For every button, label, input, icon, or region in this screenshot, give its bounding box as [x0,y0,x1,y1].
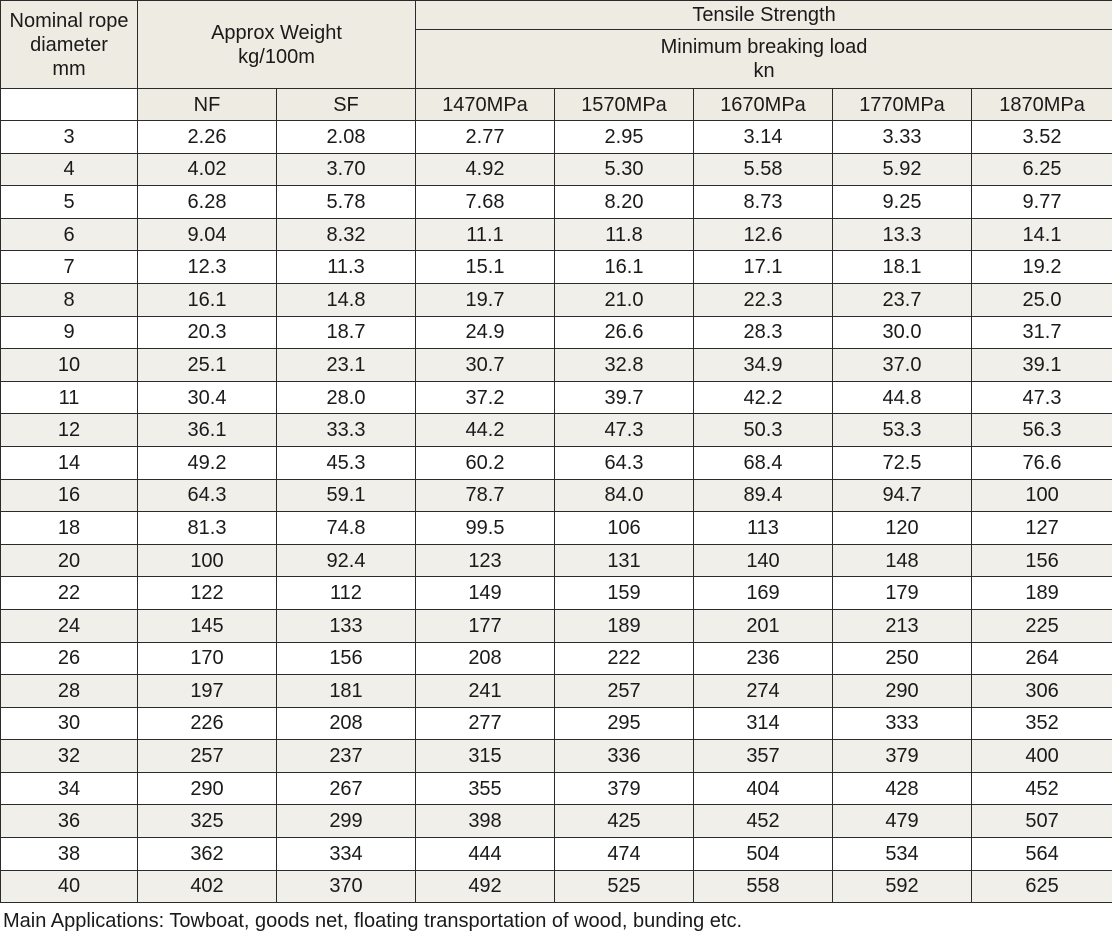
value-cell: 6.25 [972,153,1112,186]
value-cell: 123 [416,544,555,577]
value-cell: 11.8 [555,218,694,251]
value-cell: 15.1 [416,251,555,284]
value-cell: 5.78 [277,186,416,219]
value-cell: 3.52 [972,121,1112,154]
value-cell: 452 [694,805,833,838]
value-cell: 45.3 [277,446,416,479]
value-cell: 5.30 [555,153,694,186]
value-cell: 8.73 [694,186,833,219]
value-cell: 379 [833,740,972,773]
table-row [1,283,1112,316]
value-cell: 564 [972,838,1112,871]
value-cell: 68.4 [694,446,833,479]
value-cell: 76.6 [972,446,1112,479]
value-cell: 47.3 [555,414,694,447]
diameter-cell: 34 [1,772,138,805]
value-cell: 558 [694,870,833,903]
value-cell: 8.20 [555,186,694,219]
value-cell: 6.28 [138,186,277,219]
value-cell: 402 [138,870,277,903]
table-row [1,218,1112,251]
value-cell: 23.7 [833,283,972,316]
value-cell: 277 [416,707,555,740]
value-cell: 92.4 [277,544,416,577]
value-cell: 22.3 [694,283,833,316]
value-cell: 5.58 [694,153,833,186]
value-cell: 39.7 [555,381,694,414]
value-cell: 237 [277,740,416,773]
value-cell: 169 [694,577,833,610]
value-cell: 314 [694,707,833,740]
value-cell: 334 [277,838,416,871]
value-cell: 20.3 [138,316,277,349]
value-cell: 225 [972,609,1112,642]
value-cell: 37.2 [416,381,555,414]
diameter-cell: 7 [1,251,138,284]
value-cell: 26.6 [555,316,694,349]
diameter-cell: 5 [1,186,138,219]
value-cell: 120 [833,512,972,545]
value-cell: 315 [416,740,555,773]
value-cell: 34.9 [694,349,833,382]
value-cell: 3.33 [833,121,972,154]
diameter-cell: 28 [1,675,138,708]
value-cell: 9.77 [972,186,1112,219]
header-diameter: Nominal rope diameter mm [1,1,138,89]
table-row [1,414,1112,447]
diameter-cell: 16 [1,479,138,512]
value-cell: 106 [555,512,694,545]
value-cell: 425 [555,805,694,838]
diameter-cell: 3 [1,121,138,154]
value-cell: 3.14 [694,121,833,154]
diameter-cell: 18 [1,512,138,545]
table-row [1,707,1112,740]
value-cell: 295 [555,707,694,740]
sub-header-cell: 1770MPa [833,89,972,121]
sub-header-cell: SF [277,89,416,121]
value-cell: 2.26 [138,121,277,154]
diameter-cell: 22 [1,577,138,610]
value-cell: 47.3 [972,381,1112,414]
value-cell: 208 [416,642,555,675]
value-cell: 72.5 [833,446,972,479]
value-cell: 149 [416,577,555,610]
value-cell: 33.3 [277,414,416,447]
value-cell: 100 [138,544,277,577]
diameter-cell: 12 [1,414,138,447]
table-row [1,121,1112,154]
value-cell: 2.08 [277,121,416,154]
value-cell: 64.3 [138,479,277,512]
value-cell: 534 [833,838,972,871]
value-cell: 306 [972,675,1112,708]
value-cell: 19.7 [416,283,555,316]
value-cell: 8.32 [277,218,416,251]
value-cell: 236 [694,642,833,675]
value-cell: 12.3 [138,251,277,284]
table-row [1,251,1112,284]
value-cell: 336 [555,740,694,773]
value-cell: 145 [138,609,277,642]
value-cell: 37.0 [833,349,972,382]
value-cell: 25.1 [138,349,277,382]
value-cell: 177 [416,609,555,642]
value-cell: 325 [138,805,277,838]
sub-header-cell: 1870MPa [972,89,1112,121]
table-row [1,740,1112,773]
value-cell: 12.6 [694,218,833,251]
value-cell: 30.7 [416,349,555,382]
table-body [1,121,1112,903]
value-cell: 250 [833,642,972,675]
value-cell: 181 [277,675,416,708]
value-cell: 11.3 [277,251,416,284]
value-cell: 208 [277,707,416,740]
value-cell: 64.3 [555,446,694,479]
value-cell: 28.3 [694,316,833,349]
value-cell: 36.1 [138,414,277,447]
value-cell: 19.2 [972,251,1112,284]
value-cell: 159 [555,577,694,610]
value-cell: 504 [694,838,833,871]
diameter-cell: 36 [1,805,138,838]
table-row [1,577,1112,610]
table-row [1,642,1112,675]
value-cell: 14.1 [972,218,1112,251]
header-blank-cell [1,89,138,121]
table-row [1,153,1112,186]
value-cell: 94.7 [833,479,972,512]
value-cell: 355 [416,772,555,805]
value-cell: 31.7 [972,316,1112,349]
value-cell: 428 [833,772,972,805]
value-cell: 140 [694,544,833,577]
value-cell: 4.02 [138,153,277,186]
value-cell: 59.1 [277,479,416,512]
value-cell: 84.0 [555,479,694,512]
value-cell: 9.25 [833,186,972,219]
value-cell: 14.8 [277,283,416,316]
value-cell: 525 [555,870,694,903]
value-cell: 78.7 [416,479,555,512]
value-cell: 44.8 [833,381,972,414]
diameter-cell: 9 [1,316,138,349]
value-cell: 264 [972,642,1112,675]
sub-header-cell: 1470MPa [416,89,555,121]
value-cell: 39.1 [972,349,1112,382]
value-cell: 267 [277,772,416,805]
value-cell: 226 [138,707,277,740]
table-row [1,772,1112,805]
value-cell: 9.04 [138,218,277,251]
diameter-cell: 10 [1,349,138,382]
value-cell: 2.77 [416,121,555,154]
value-cell: 156 [277,642,416,675]
value-cell: 60.2 [416,446,555,479]
diameter-cell: 14 [1,446,138,479]
value-cell: 197 [138,675,277,708]
value-cell: 23.1 [277,349,416,382]
value-cell: 113 [694,512,833,545]
value-cell: 50.3 [694,414,833,447]
value-cell: 257 [138,740,277,773]
value-cell: 507 [972,805,1112,838]
value-cell: 11.1 [416,218,555,251]
footer-note: Main Applications: Towboat, goods net, floating transportation of wood, bunding etc. [3,910,743,932]
table-row [1,186,1112,219]
value-cell: 131 [555,544,694,577]
value-cell: 148 [833,544,972,577]
diameter-cell: 6 [1,218,138,251]
value-cell: 274 [694,675,833,708]
value-cell: 156 [972,544,1112,577]
value-cell: 18.1 [833,251,972,284]
value-cell: 170 [138,642,277,675]
value-cell: 56.3 [972,414,1112,447]
value-cell: 13.3 [833,218,972,251]
value-cell: 352 [972,707,1112,740]
table-row [1,609,1112,642]
diameter-cell: 8 [1,283,138,316]
value-cell: 474 [555,838,694,871]
value-cell: 28.0 [277,381,416,414]
value-cell: 30.0 [833,316,972,349]
value-cell: 222 [555,642,694,675]
table-row [1,479,1112,512]
value-cell: 99.5 [416,512,555,545]
value-cell: 370 [277,870,416,903]
value-cell: 49.2 [138,446,277,479]
table-header [1,1,1112,121]
value-cell: 398 [416,805,555,838]
diameter-cell: 4 [1,153,138,186]
diameter-cell: 11 [1,381,138,414]
diameter-cell: 32 [1,740,138,773]
table-row [1,512,1112,545]
diameter-cell: 20 [1,544,138,577]
diameter-cell: 24 [1,609,138,642]
value-cell: 479 [833,805,972,838]
value-cell: 32.8 [555,349,694,382]
value-cell: 333 [833,707,972,740]
value-cell: 404 [694,772,833,805]
value-cell: 299 [277,805,416,838]
table-row [1,316,1112,349]
value-cell: 74.8 [277,512,416,545]
table-row [1,544,1112,577]
value-cell: 290 [138,772,277,805]
value-cell: 42.2 [694,381,833,414]
value-cell: 30.4 [138,381,277,414]
table-row [1,870,1112,903]
value-cell: 17.1 [694,251,833,284]
value-cell: 100 [972,479,1112,512]
value-cell: 400 [972,740,1112,773]
value-cell: 4.92 [416,153,555,186]
value-cell: 625 [972,870,1112,903]
value-cell: 24.9 [416,316,555,349]
value-cell: 18.7 [277,316,416,349]
value-cell: 44.2 [416,414,555,447]
header-tensile-strength: Tensile Strength [416,1,1112,30]
value-cell: 25.0 [972,283,1112,316]
diameter-cell: 40 [1,870,138,903]
value-cell: 5.92 [833,153,972,186]
value-cell: 81.3 [138,512,277,545]
table-row [1,838,1112,871]
value-cell: 592 [833,870,972,903]
value-cell: 127 [972,512,1112,545]
sub-header-row [1,89,1112,121]
value-cell: 2.95 [555,121,694,154]
value-cell: 21.0 [555,283,694,316]
value-cell: 257 [555,675,694,708]
value-cell: 357 [694,740,833,773]
diameter-cell: 30 [1,707,138,740]
value-cell: 89.4 [694,479,833,512]
value-cell: 213 [833,609,972,642]
sub-header-cell: NF [138,89,277,121]
table-row [1,675,1112,708]
value-cell: 444 [416,838,555,871]
header-weight: Approx Weight kg/100m [138,1,416,89]
value-cell: 362 [138,838,277,871]
value-cell: 112 [277,577,416,610]
header-min-breaking-load: Minimum breaking load kn [416,30,1112,89]
value-cell: 201 [694,609,833,642]
value-cell: 7.68 [416,186,555,219]
table-row [1,446,1112,479]
value-cell: 452 [972,772,1112,805]
value-cell: 16.1 [555,251,694,284]
value-cell: 179 [833,577,972,610]
value-cell: 189 [972,577,1112,610]
value-cell: 290 [833,675,972,708]
diameter-cell: 38 [1,838,138,871]
value-cell: 379 [555,772,694,805]
sub-header-cell: 1570MPa [555,89,694,121]
value-cell: 492 [416,870,555,903]
table-row [1,381,1112,414]
value-cell: 241 [416,675,555,708]
table-row [1,805,1112,838]
value-cell: 189 [555,609,694,642]
sub-header-cell: 1670MPa [694,89,833,121]
table-row [1,349,1112,382]
value-cell: 16.1 [138,283,277,316]
value-cell: 3.70 [277,153,416,186]
value-cell: 53.3 [833,414,972,447]
value-cell: 133 [277,609,416,642]
value-cell: 122 [138,577,277,610]
diameter-cell: 26 [1,642,138,675]
